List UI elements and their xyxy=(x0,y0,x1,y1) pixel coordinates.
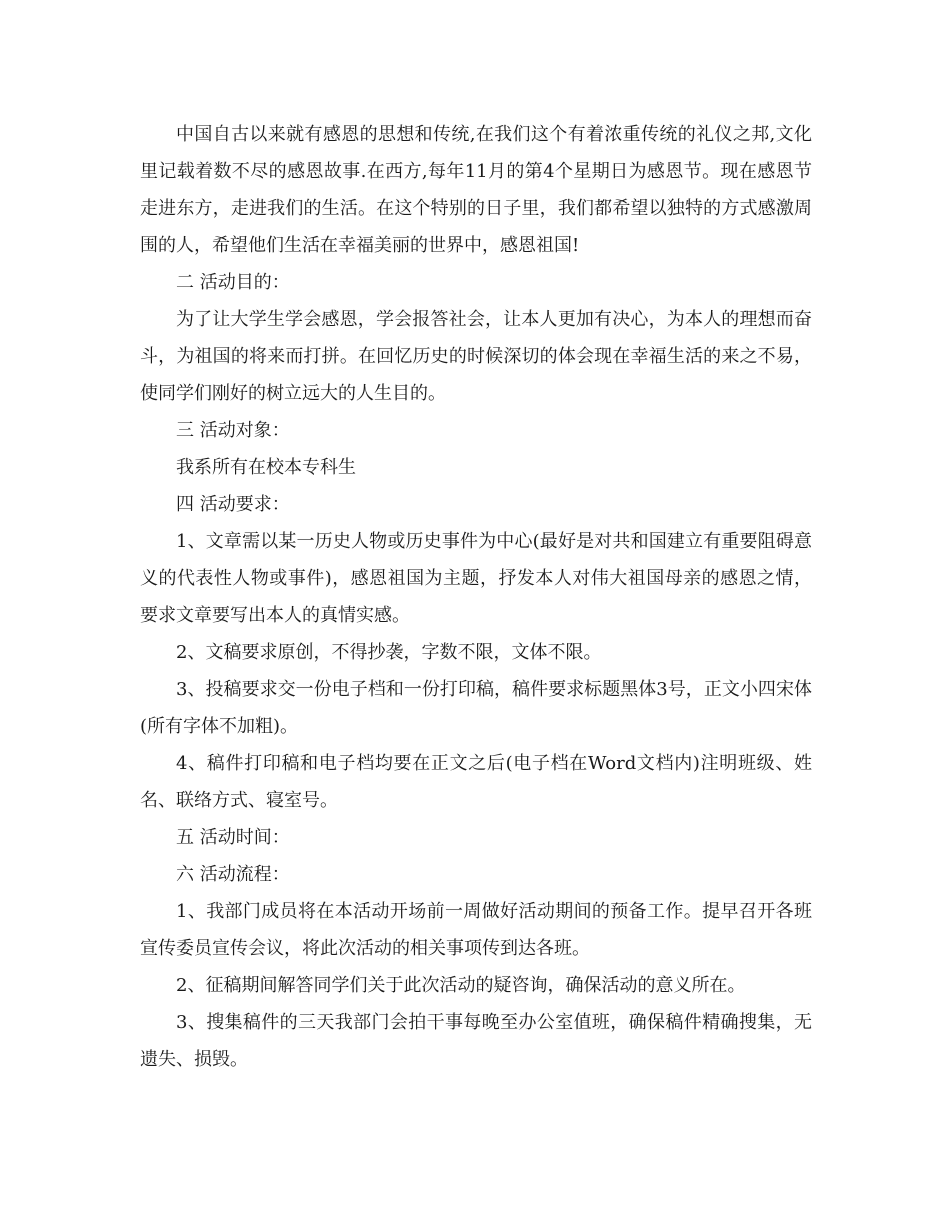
section-heading-requirements: 四 活动要求： xyxy=(176,494,290,515)
requirement-item-4: 4、稿件打印稿和电子档均要在正文之后(电子档在Word文档内)注明班级、姓名、联络方式、寝室号。 xyxy=(140,753,812,811)
purpose-paragraph: 为了让大学生学会感恩，学会报答社会，让本人更加有决心，为本人的理想而奋斗，为祖国的将来而打拼。在回忆历史的时候深切的体会现在幸福生活的来之不易，使同学们刚好的树立远大的人生目的。 xyxy=(140,309,812,404)
intro-paragraph: 中国自古以来就有感恩的思想和传统,在我们这个有着浓重传统的礼仪之邦,文化里记载着数不尽的感恩故事.在西方,每年11月的第4个星期日为感恩节。现在感恩节走进东方，走进我们的生活。在这个特别的日子里，我们都希望以独特的方式感激周围的人，希望他们生活在幸福美丽的世界中，感恩祖国! xyxy=(140,124,812,256)
requirement-item-1: 1、文章需以某一历史人物或历史事件为中心(最好是对共和国建立有重要阻碍意义的代表性人物或事件)，感恩祖国为主题，抒发本人对伟大祖国母亲的感恩之情，要求文章要写出本人的真情实感。 xyxy=(140,531,812,626)
section-heading-audience: 三 活动对象： xyxy=(176,420,290,441)
section-heading-purpose: 二 活动目的： xyxy=(176,272,290,293)
process-item-1: 1、我部门成员将在本活动开场前一周做好活动期间的预备工作。提早召开各班宣传委员宣传会议，将此次活动的相关事项传到达各班。 xyxy=(140,901,812,959)
requirement-item-3: 3、投稿要求交一份电子档和一份打印稿，稿件要求标题黑体3号，正文小四宋体(所有字体不加粗)。 xyxy=(140,679,812,737)
section-heading-process: 六 活动流程： xyxy=(176,864,290,885)
process-item-3: 3、搜集稿件的三天我部门会拍干事每晚至办公室值班，确保稿件精确搜集，无遗失、损毁。 xyxy=(140,1012,812,1070)
document-body xyxy=(140,116,812,1078)
audience-paragraph: 我系所有在校本专科生 xyxy=(176,457,356,478)
process-item-2: 2、征稿期间解答同学们关于此次活动的疑咨询，确保活动的意义所在。 xyxy=(176,975,746,996)
requirement-item-2: 2、文稿要求原创，不得抄袭，字数不限，文体不限。 xyxy=(176,642,602,663)
section-heading-time: 五 活动时间： xyxy=(176,827,290,848)
